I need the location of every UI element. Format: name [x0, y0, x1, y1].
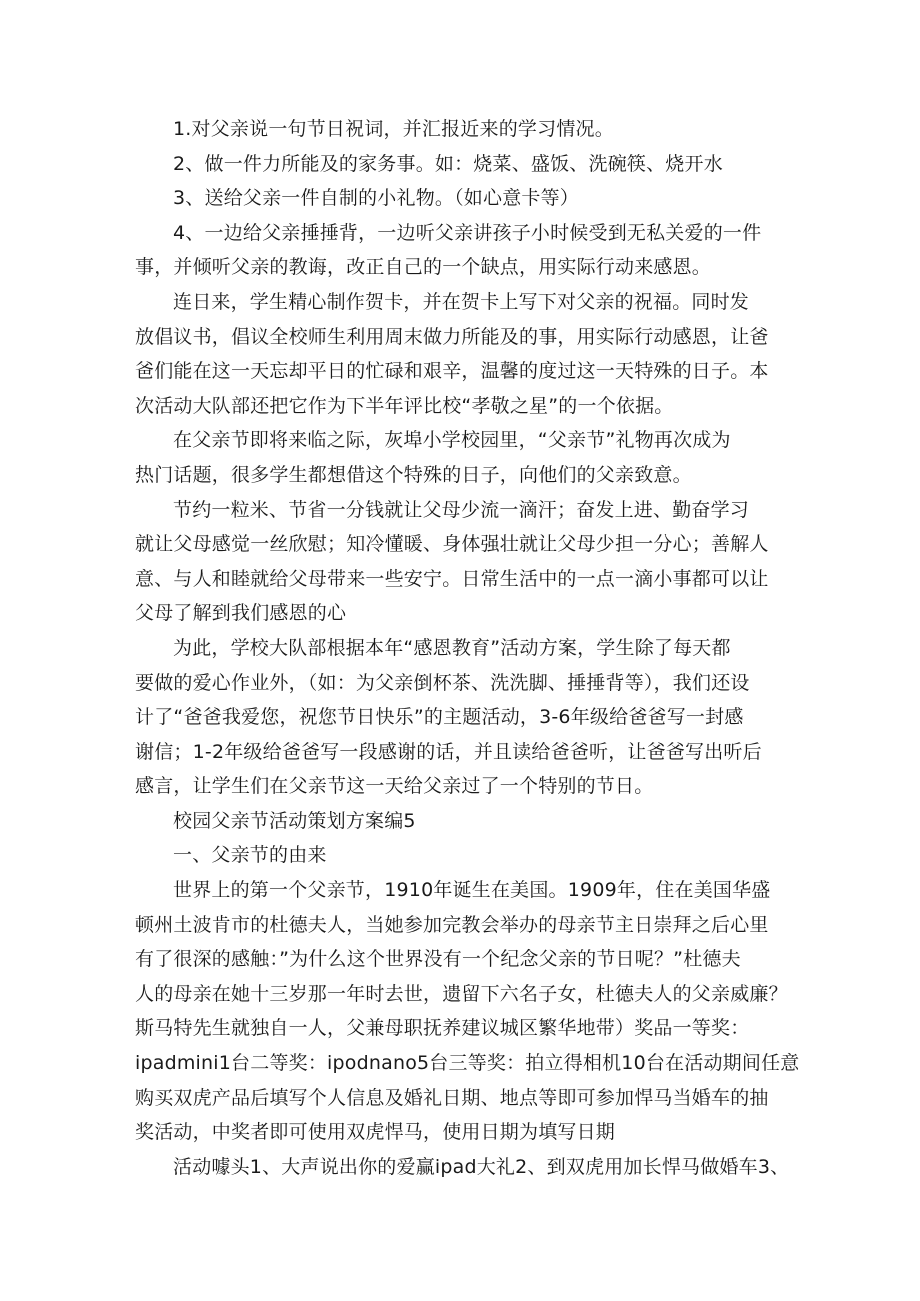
text-line: 要做的爱心作业外，（如：为父亲倒杯茶、洗洗脚、捶捶背等），我们还设 [135, 671, 750, 694]
text-line: 在父亲节即将来临之际，灰埠小学校园里，“父亲节”礼物再次成为 [173, 429, 731, 452]
text-line: 有了很深的感触：”为什么这个世界没有一个纪念父亲的节日呢？”杜德夫 [135, 948, 741, 971]
text-line: 世界上的第一个父亲节，1910年诞生在美国。1909年，住在美国华盛 [173, 879, 771, 902]
paragraph [135, 181, 795, 216]
text-line: 顿州土波肯市的杜德夫人，当她参加完教会举办的母亲节主日崇拜之后心里 [135, 913, 769, 936]
text-line: 计了“爸爸我爱您，祝您节日快乐”的主题活动，3-6年级给爸爸写一封感 [135, 706, 744, 729]
paragraph [135, 804, 795, 839]
text-line: 活动噱头1、大声说出你的爱赢ipad大礼2、到双虎用加长悍马做婚车3、 [173, 1155, 790, 1178]
text-line: 热门话题，很多学生都想借这个特殊的日子，向他们的父亲致意。 [135, 463, 692, 486]
paragraph [135, 493, 795, 631]
document-body [135, 112, 800, 1184]
paragraph [135, 631, 795, 804]
paragraph [135, 1150, 795, 1185]
text-line: 爸们能在这一天忘却平日的忙碌和艰辛，温馨的度过这一天特殊的日子。本 [135, 360, 769, 383]
paragraph [135, 873, 800, 1150]
paragraph [135, 285, 795, 423]
text-line: 事，并倾听父亲的教诲，改正自己的一个缺点，用实际行动来感恩。 [135, 256, 712, 279]
paragraph [135, 112, 795, 147]
text-line: 购买双虎产品后填写个人信息及婚礼日期、地点等即可参加悍马当婚车的抽 [135, 1086, 769, 1109]
text-line: 3、送给父亲一件自制的小礼物。（如心意卡等） [173, 187, 579, 210]
text-line: 校园父亲节活动策划方案编5 [173, 809, 416, 832]
text-line: 为此，学校大队部根据本年“感恩教育”活动方案，学生除了每天都 [173, 636, 731, 659]
paragraph [135, 838, 795, 873]
text-line: 奖活动，中奖者即可使用双虎悍马，使用日期为填写日期 [135, 1121, 616, 1144]
text-line: 次活动大队部还把它作为下半年评比校“孝敬之星”的一个依据。 [135, 394, 674, 417]
text-line: 意、与人和睦就给父母带来一些安宁。日常生活中的一点一滴小事都可以让 [135, 567, 769, 590]
text-line: 人的母亲在她十三岁那一年时去世，遗留下六名子女，杜德夫人的父亲威廉？ [135, 982, 788, 1005]
text-line: 感言，让学生们在父亲节这一天给父亲过了一个特别的节日。 [135, 775, 654, 798]
text-line: 谢信；1-2年级给爸爸写一段感谢的话，并且读给爸爸听，让爸爸写出听后 [135, 740, 762, 763]
paragraph [135, 216, 795, 285]
text-line: 1.对父亲说一句节日祝词，并汇报近来的学习情况。 [173, 118, 614, 140]
text-line: 2、做一件力所能及的家务事。如：烧菜、盛饭、洗碗筷、烧开水 [173, 152, 723, 175]
text-line: 连日来，学生精心制作贺卡，并在贺卡上写下对父亲的祝福。同时发 [173, 290, 750, 313]
text-line: 放倡议书，倡议全校师生利用周末做力所能及的事，用实际行动感恩，让爸 [135, 325, 769, 348]
text-line: 4、一边给父亲捶捶背，一边听父亲讲孩子小时候受到无私关爱的一件 [173, 221, 762, 244]
text-line: 一、父亲节的由来 [173, 844, 327, 867]
paragraph [135, 147, 795, 182]
text-line: ipadmini1台二等奖：ipodnano5台三等奖：拍立得相机10台在活动期间任意 [135, 1052, 800, 1075]
text-line: 就让父母感觉一丝欣慰；知冷懂暖、身体强壮就让父母少担一分心；善解人 [135, 533, 769, 556]
text-line: 节约一粒米、节省一分钱就让父母少流一滴汗；奋发上进、勤奋学习 [173, 498, 750, 521]
text-line: 父母了解到我们感恩的心 [135, 602, 347, 625]
text-line: 斯马特先生就独自一人，父兼母职抚养建议城区繁华地带）奖品一等奖： [135, 1017, 750, 1040]
paragraph [135, 423, 795, 492]
